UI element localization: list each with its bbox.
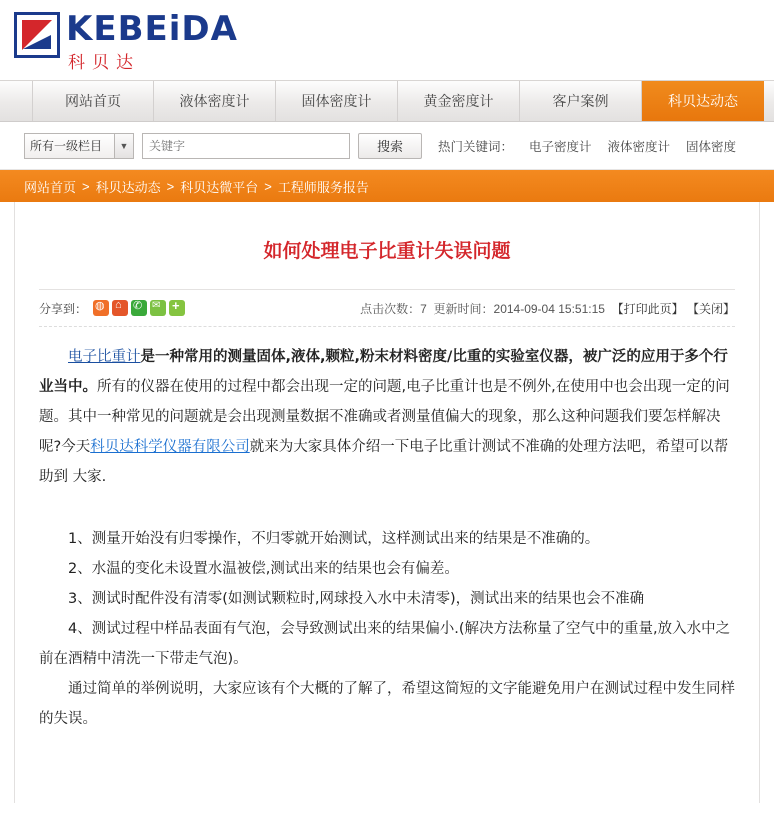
article-stats (360, 300, 735, 317)
wechat-icon[interactable] (131, 300, 147, 316)
company-link[interactable]: 科贝达科学仪器有限公司 (90, 438, 250, 455)
article-body (39, 342, 735, 735)
message-icon[interactable] (150, 300, 166, 316)
close-link[interactable]: 【关闭】 (686, 301, 735, 316)
hot-keywords-label: 热门关键词： (438, 139, 514, 154)
lead-text-1: 所有的仪器在使用的过程中都会出现一定的问题,电子比重计也是不例外,在使用中也会出现一定的问题。其中一种常见的问题就是会出现测量数据不准确或者测量值偏大的现象，那么这种问题我们要怎样解决呢?今天 (39, 378, 730, 455)
logo-text (66, 9, 238, 73)
breadcrumb-separator: > (264, 178, 272, 194)
breadcrumb-separator: > (166, 178, 175, 194)
article-point-3: 3、测试时配件没有清零(如测试颗粒时,网球投入水中未清零)，测试出来的结果也会不准确 (68, 591, 645, 607)
hot-keyword-link-1[interactable]: 电子密度计 (529, 139, 592, 154)
hits-value: 7 (420, 301, 427, 316)
nav-item-liquid-densimeter[interactable]: 液体密度计 (154, 81, 276, 121)
chevron-down-icon: ▼ (114, 134, 133, 158)
article-point-1: 1、测量开始没有归零操作，不归零就开始测试，这样测试出来的结果是不准确的。 (68, 531, 600, 547)
logo-sub-text: 科贝达 (68, 53, 140, 72)
nav-item-home[interactable]: 网站首页 (32, 81, 154, 121)
sina-weibo-icon[interactable] (93, 300, 109, 316)
nav-item-news[interactable]: 科贝达动态 (642, 81, 764, 121)
spacer (39, 506, 735, 524)
product-link[interactable]: 电子比重计 (68, 348, 141, 365)
breadcrumb-separator: > (82, 178, 90, 194)
search-bar (0, 122, 774, 170)
breadcrumb-item-home[interactable]: 网站首页 (24, 179, 77, 195)
share-icons (93, 300, 185, 316)
category-select[interactable] (24, 133, 134, 159)
logo-main-text: KEBEiDA (66, 9, 238, 49)
main-navigation (0, 80, 774, 122)
qzone-icon[interactable] (112, 300, 128, 316)
hot-keyword-link-2[interactable]: 液体密度计 (607, 139, 671, 154)
breadcrumb (0, 170, 774, 202)
category-select-value: 所有一级栏目 (30, 139, 103, 153)
share-label: 分享到： (39, 301, 88, 316)
update-label: 更新时间： (433, 301, 494, 316)
article-container (14, 202, 760, 803)
breadcrumb-item-platform[interactable]: 科贝达微平台 (180, 179, 259, 195)
article-point-4: 4、测试过程中样品表面有气泡，会导致测试出来的结果偏小.(解决方法称量了空气中的重量,放入水中之前在酒精中清洗一下带走气泡)。 (39, 621, 731, 667)
article-closing: 通过简单的举例说明，大家应该有个大概的了解了，希望这简短的文字能避免用户在测试过程中发生同样的失误。 (39, 681, 735, 727)
nav-item-solid-densimeter[interactable]: 固体密度计 (276, 81, 398, 121)
search-input[interactable] (142, 133, 350, 159)
site-logo[interactable] (14, 9, 238, 73)
nav-item-cases[interactable]: 客户案例 (520, 81, 642, 121)
update-value: 2014-09-04 15:51:15 (493, 301, 605, 316)
page-title: 如何处理电子比重计失误问题 (263, 240, 511, 262)
print-link[interactable]: 【打印此页】 (611, 301, 684, 316)
article-lead-paragraph (39, 342, 735, 492)
lead-bold-text: 是一种常用的测量固体,液体,颗粒,粉末材料密度/比重的实验室仪器，被广泛的应用于多个行业当中。 (39, 348, 728, 395)
more-icon[interactable] (169, 300, 185, 316)
breadcrumb-item-engineer-report[interactable]: 工程师服务报告 (277, 179, 369, 195)
breadcrumb-item-news[interactable]: 科贝达动态 (95, 179, 161, 195)
hits-label: 点击次数： (360, 301, 421, 316)
nav-item-gold-densimeter[interactable]: 黄金密度计 (398, 81, 520, 121)
logo-mark-icon (14, 12, 60, 58)
site-header (0, 0, 774, 80)
hot-keyword-link-3[interactable]: 固体密度 (686, 139, 737, 154)
article-point-2: 2、水温的变化未设置水温被偿,测试出来的结果也会有偏差。 (68, 561, 459, 577)
article-meta-bar (39, 289, 735, 327)
search-button[interactable]: 搜索 (358, 133, 422, 159)
lead-text-2: 就来为大家具体介绍一下电子比重计测试不准确的处理方法吧，希望可以帮助到 大家. (39, 438, 729, 485)
